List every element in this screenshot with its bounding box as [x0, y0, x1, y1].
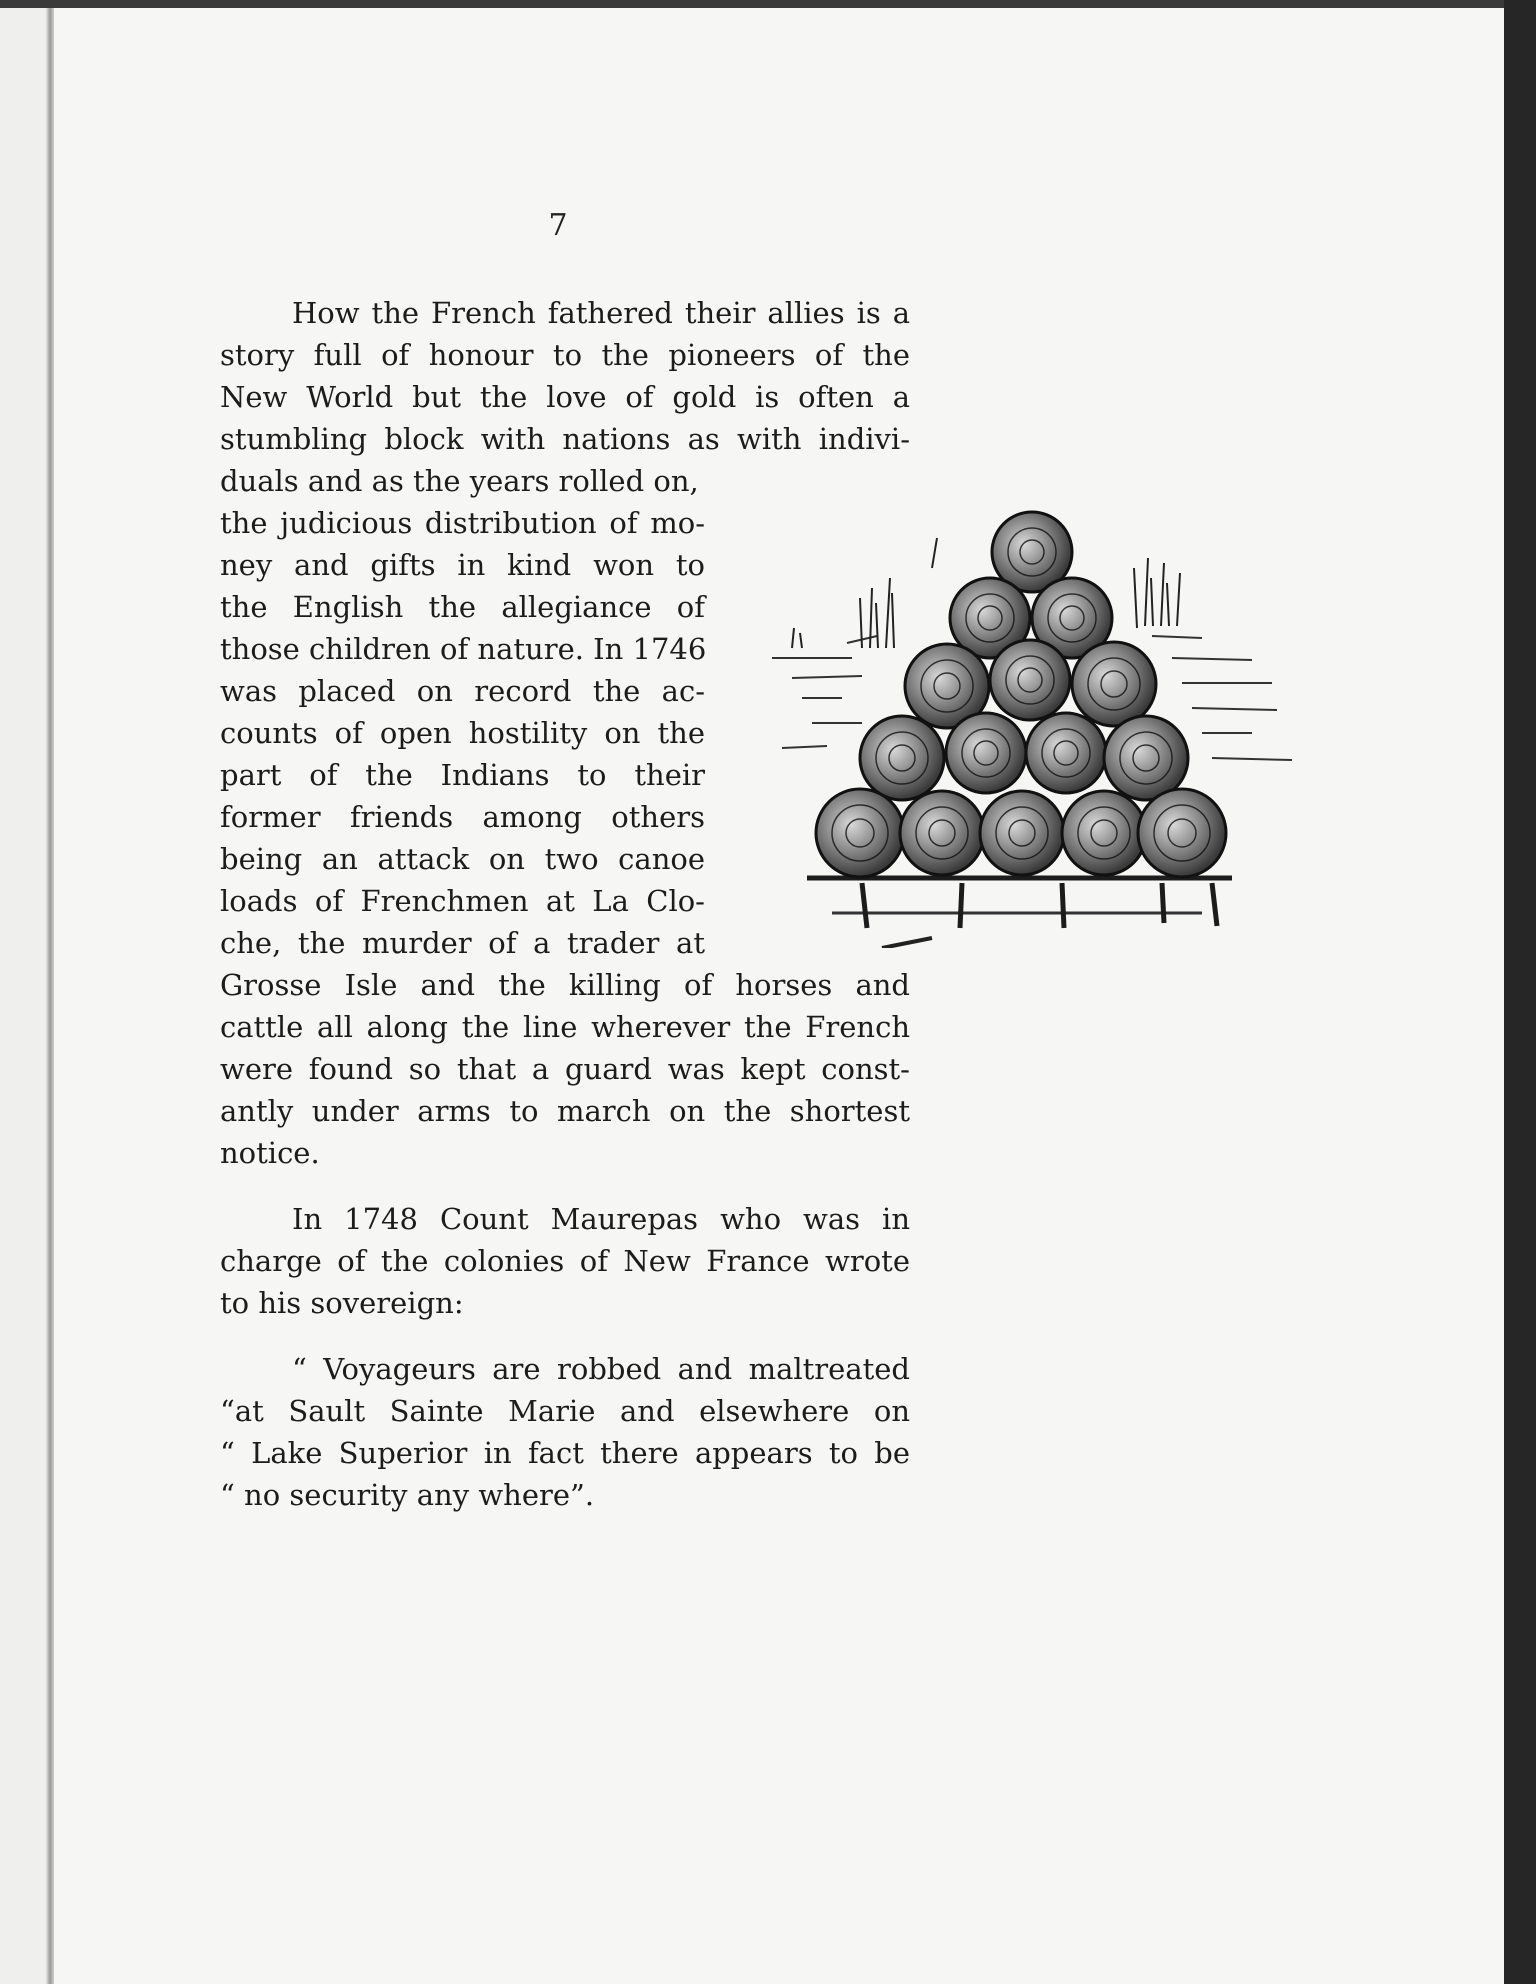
page-number: 7	[548, 208, 568, 243]
text-line: cattle all along the line wherever the French	[220, 1010, 910, 1044]
text-line: the judicious distribution of mo-	[220, 506, 705, 540]
quote-line: “ no security any where”.	[220, 1478, 595, 1512]
text-line: New World but the love of gold is often a	[220, 380, 910, 414]
text-line: charge of the colonies of New France wrote	[220, 1244, 910, 1278]
text-line: being an attack on two canoe	[220, 842, 705, 876]
quote-line: “ Lake Superior in fact there appears to be	[220, 1436, 910, 1470]
book-spine	[46, 8, 54, 1984]
cannonball-pyramid-illustration	[732, 508, 1332, 948]
text-line: to his sovereign:	[220, 1286, 464, 1320]
paragraph-2	[220, 1198, 910, 1324]
text-line: was placed on record the ac-	[220, 674, 705, 708]
quote-line: “ Voyageurs are robbed and maltreated	[292, 1352, 910, 1386]
text-line: Grosse Isle and the killing of horses and	[220, 968, 910, 1002]
text-line: stumbling block with nations as with indivi-	[220, 422, 910, 456]
text-line: story full of honour to the pioneers of the	[220, 338, 910, 372]
quotation	[220, 1348, 910, 1516]
text-line: counts of open hostility on the	[220, 716, 705, 750]
text-line: were found so that a guard was kept const-	[220, 1052, 910, 1086]
text-line: ney and gifts in kind won to	[220, 548, 705, 582]
scan-right-edge	[1504, 0, 1536, 1984]
text-line: che, the murder of a trader at	[220, 926, 705, 960]
text-line: loads of Frenchmen at La Clo-	[220, 884, 705, 918]
text-line: notice.	[220, 1136, 320, 1170]
page-gutter	[0, 8, 46, 1984]
book-page	[0, 8, 1504, 1984]
text-line: part of the Indians to their	[220, 758, 705, 792]
text-line: the English the allegiance of	[220, 590, 705, 624]
text-line: In 1748 Count Maurepas who was in	[292, 1202, 910, 1236]
quote-line: “at Sault Sainte Marie and elsewhere on	[220, 1394, 910, 1428]
text-line: antly under arms to march on the shortest	[220, 1094, 910, 1128]
text-line: those children of nature. In 1746	[220, 632, 707, 666]
text-line: duals and as the years rolled on,	[220, 464, 699, 498]
text-line: How the French fathered their allies is a	[292, 296, 910, 330]
text-line: former friends among others	[220, 800, 705, 834]
